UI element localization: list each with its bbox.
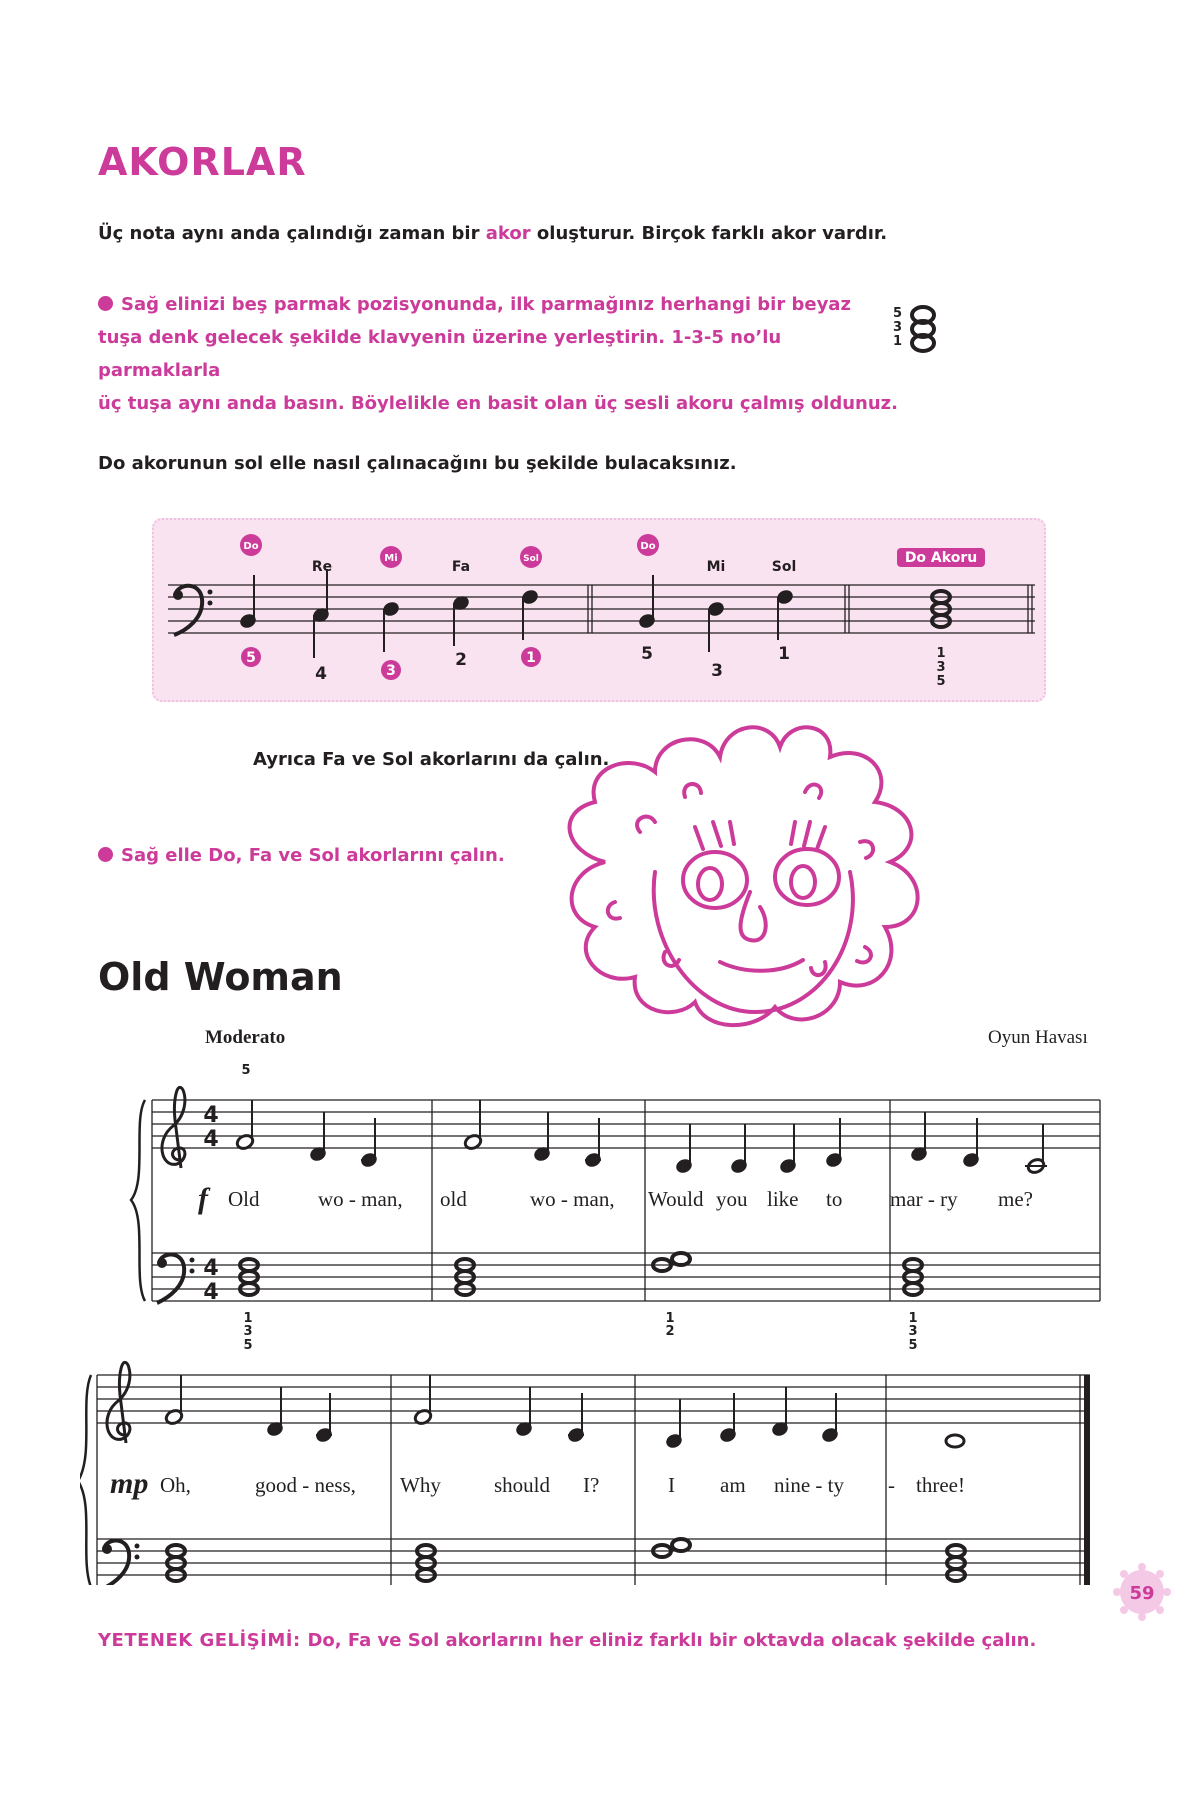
note-label-do-2: Do xyxy=(640,541,656,552)
intro-paragraph: Üç nota aynı anda çalındığı zaman bir akor oluşturur. Birçok farklı akor vardır. xyxy=(98,223,888,244)
song-title: Old Woman xyxy=(98,955,343,999)
lyric: should xyxy=(494,1473,551,1497)
chord-finger: 1 xyxy=(665,1311,675,1325)
note-label-do: Do xyxy=(243,541,259,552)
bass-clef-icon xyxy=(157,1254,195,1303)
lyric: Why xyxy=(400,1473,441,1497)
dynamic-forte: f xyxy=(198,1182,208,1215)
lyric: I? xyxy=(583,1473,600,1497)
lyric: Would xyxy=(648,1187,704,1211)
lyric: wo - man, xyxy=(530,1187,615,1211)
footer-note: YETENEK GELİŞİMİ: Do, Fa ve Sol akorlarını her eliniz farklı bir oktavda olacak şekilde çalın. xyxy=(98,1630,1037,1651)
old-woman-illustration xyxy=(545,712,965,1047)
chord-finger-5: 5 xyxy=(936,674,946,689)
lyric: I xyxy=(668,1473,675,1497)
note-label-re: Re xyxy=(311,559,333,575)
lyric: am xyxy=(720,1473,746,1497)
chord-notes-icon xyxy=(905,305,941,353)
note-label-fa: Fa xyxy=(451,559,471,575)
bass-clef-icon xyxy=(173,586,213,635)
finger-3: 3 xyxy=(386,663,396,679)
chord-finger-1: 1 xyxy=(936,646,946,661)
lyric: to xyxy=(826,1187,843,1211)
lyric: me? xyxy=(998,1187,1033,1211)
finger-1: 1 xyxy=(526,650,536,666)
dynamic-mezzo-piano: mp xyxy=(110,1467,149,1500)
finger-1-b: 1 xyxy=(778,644,790,664)
brace-icon xyxy=(131,1100,145,1301)
finger-4: 4 xyxy=(315,664,327,684)
page-title: AKORLAR xyxy=(98,140,307,184)
chord-finger-3: 3 xyxy=(936,660,946,675)
finger-5: 5 xyxy=(246,650,256,666)
bullet-icon xyxy=(98,296,113,311)
chord-diagram xyxy=(150,515,1050,705)
lyric: like xyxy=(767,1187,799,1211)
chord-fingering-3: 3 5 xyxy=(908,1324,918,1353)
chord-label: Do Akoru xyxy=(904,550,978,566)
instruction-paragraph: Sağ elinizi beş parmak pozisyonunda, ilk parmağınız herhangi bir beyaz tuşa denk gelecek şekilde klavyenin üzerine yerleştirin. 1-3-5 no’lu parmaklarla üç tuşa aynı anda basın. Böylelikle en basit olan üç sesli akoru çalmış oldunuz. xyxy=(98,294,898,414)
lyric: old xyxy=(440,1187,467,1211)
lyric: - xyxy=(888,1473,895,1497)
lyric: Oh, xyxy=(160,1473,191,1497)
note-label-mi: Mi xyxy=(384,553,398,564)
score-system-1 xyxy=(125,1060,1105,1325)
svg-text:4: 4 xyxy=(203,1280,219,1305)
song-source: Oyun Havası xyxy=(988,1027,1088,1048)
right-hand-instruction: Sağ elle Do, Fa ve Sol akorlarını çalın. xyxy=(98,845,505,866)
lyric: Old xyxy=(228,1187,260,1211)
lyric: three! xyxy=(916,1473,965,1497)
brace-icon xyxy=(80,1375,91,1585)
lyric: good - ness, xyxy=(255,1473,356,1497)
lyric: wo - man, xyxy=(318,1187,403,1211)
also-play-text: Ayrıca Fa ve Sol akorlarını da çalın. xyxy=(253,749,610,770)
svg-text:4: 4 xyxy=(203,1103,219,1128)
akor-highlight: akor xyxy=(485,223,531,244)
lyric: nine - ty xyxy=(774,1473,844,1497)
finger-5-b: 5 xyxy=(641,644,653,664)
finger-3-b: 3 xyxy=(711,661,723,681)
note-label-sol-2: Sol xyxy=(771,559,797,575)
chord-finger: 1 xyxy=(908,1311,918,1325)
score-system-2 xyxy=(80,1345,1100,1585)
note-label-mi-2: Mi xyxy=(706,559,726,575)
start-finger: 5 xyxy=(241,1063,251,1078)
lyric: mar - ry xyxy=(890,1187,958,1211)
page-number-badge xyxy=(1112,1562,1172,1622)
fingering-stack: 5 3 1 xyxy=(893,306,903,349)
lyric: you xyxy=(716,1187,748,1211)
chord-finger: 1 xyxy=(243,1311,253,1325)
svg-text:4: 4 xyxy=(203,1127,219,1152)
note-label-sol: Sol xyxy=(523,554,539,564)
tempo-marking: Moderato xyxy=(205,1027,286,1048)
finger-2: 2 xyxy=(455,650,467,670)
bullet-icon xyxy=(98,847,113,862)
page-number: 59 xyxy=(1129,1583,1155,1604)
svg-text:4: 4 xyxy=(203,1256,219,1281)
chord-fingering-1: 3 5 xyxy=(243,1324,253,1353)
chord-fingering-2: 2 xyxy=(665,1324,675,1339)
do-chord-paragraph: Do akorunun sol elle nasıl çalınacağını bu şekilde bulacaksınız. xyxy=(98,453,737,474)
